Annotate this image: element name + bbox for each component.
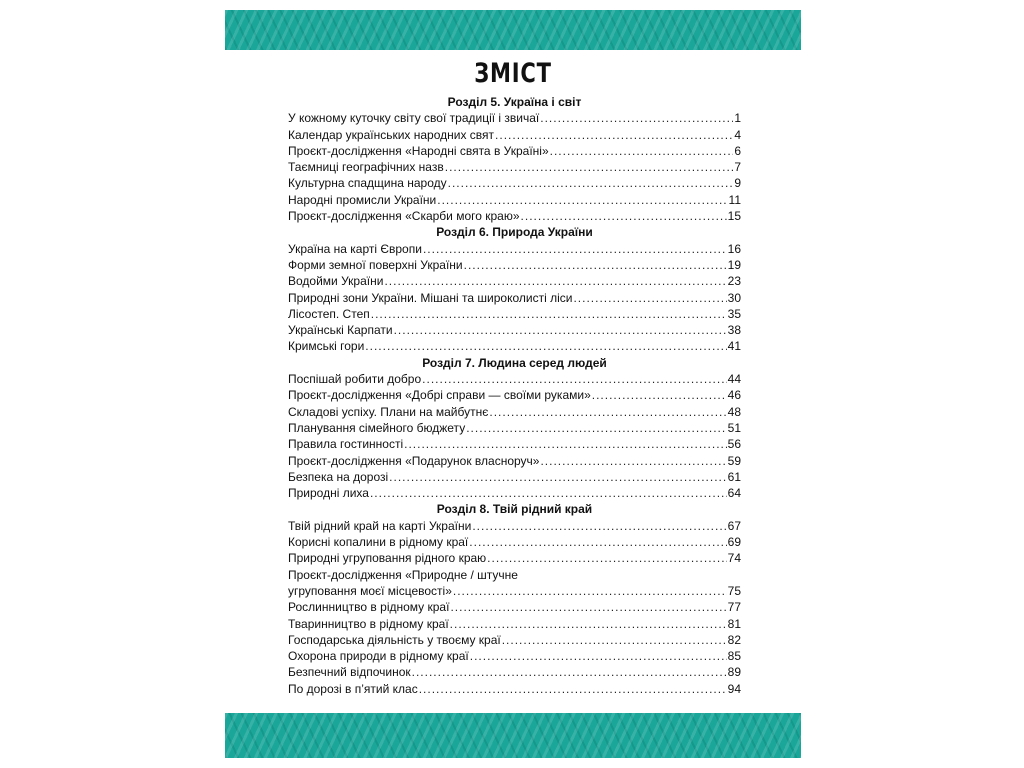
dot-leader (489, 404, 726, 420)
toc-entry[interactable] (288, 632, 741, 648)
toc-entry-page: 15 (727, 209, 741, 224)
toc-entry-title: Природні угруповання рідного краю (288, 551, 487, 566)
bottom-decorative-band (225, 713, 801, 758)
toc-entry-title: Безпечний відпочинок (288, 665, 411, 680)
toc-entry-page: 64 (727, 486, 741, 501)
toc-entry-title: Природні лиха (288, 486, 369, 501)
toc-entry[interactable] (288, 110, 741, 126)
toc-entry-title: Планування сімейного бюджету (288, 420, 466, 435)
dot-leader (540, 453, 726, 469)
toc-entry-page: 81 (727, 616, 741, 631)
dot-leader (495, 127, 733, 143)
toc-entry-title: Проєкт-дослідження «Природне / штучне (288, 567, 518, 582)
toc-entry-page: 56 (727, 437, 741, 452)
toc-entry[interactable] (288, 290, 741, 306)
dot-leader (470, 648, 727, 664)
toc-entry[interactable] (288, 583, 741, 599)
dot-leader (540, 110, 733, 126)
toc-entry-page: 30 (727, 290, 741, 305)
toc-entry[interactable] (288, 127, 741, 143)
toc-entry-page: 48 (727, 404, 741, 419)
dot-leader (445, 159, 734, 175)
toc-entry-page: 77 (727, 600, 741, 615)
toc-entry-page: 35 (727, 306, 741, 321)
dot-leader (389, 469, 726, 485)
toc-entry-title: Рослинництво в рідному краї (288, 600, 450, 615)
toc-entry[interactable] (288, 534, 741, 550)
dot-leader (437, 192, 727, 208)
toc-entry[interactable] (288, 616, 741, 632)
table-of-contents (288, 94, 741, 697)
toc-entry-page: 6 (734, 143, 741, 158)
dot-leader (453, 583, 727, 599)
toc-entry-page: 69 (727, 535, 741, 550)
toc-entry[interactable] (288, 436, 741, 452)
dot-leader (394, 322, 727, 338)
toc-entry[interactable] (288, 420, 741, 436)
toc-entry-page: 94 (727, 681, 741, 696)
dot-leader (384, 273, 726, 289)
top-decorative-band (225, 10, 801, 50)
toc-entry-title: Господарська діяльність у твоєму краї (288, 632, 501, 647)
toc-entry[interactable] (288, 175, 741, 191)
toc-entry-title: Україна на карті Європи (288, 241, 422, 256)
dot-leader (466, 420, 726, 436)
toc-entry-title: Народні промисли України (288, 192, 437, 207)
dot-leader (450, 616, 727, 632)
dot-leader (472, 518, 726, 534)
dot-leader (592, 387, 727, 403)
toc-entry[interactable] (288, 257, 741, 273)
toc-entry-page: 85 (727, 649, 741, 664)
toc-entry[interactable] (288, 681, 741, 697)
dot-leader (487, 550, 726, 566)
dot-leader (370, 485, 727, 501)
toc-entry-page: 41 (727, 339, 741, 354)
section-8-heading: Розділ 8. Твій рідний край (436, 502, 593, 517)
toc-entry-title: Календар українських народних свят (288, 127, 495, 142)
toc-entry-line1[interactable] (288, 567, 741, 583)
toc-entry-page: 38 (727, 323, 741, 338)
toc-entry-title: Природні зони України. Мішані та широколисті ліси (288, 290, 573, 305)
toc-entry-page: 1 (734, 111, 741, 126)
dot-leader (550, 143, 734, 159)
toc-entry[interactable] (288, 306, 741, 322)
toc-entry-title: Складові успіху. Плани на майбутнє (288, 404, 489, 419)
dot-leader (404, 436, 727, 452)
section-7-heading: Розділ 7. Людина серед людей (422, 355, 607, 370)
toc-entry-title-continued: угруповання моєї місцевості» (288, 583, 452, 598)
toc-entry[interactable] (288, 599, 741, 615)
toc-entry-title: Тваринництво в рідному краї (288, 616, 449, 631)
toc-entry-title: Українські Карпати (288, 323, 393, 338)
dot-leader (371, 306, 727, 322)
toc-entry-page: 61 (727, 469, 741, 484)
toc-entry[interactable] (288, 143, 741, 159)
toc-entry-title: У кожному куточку світу свої традиції і звичаї (288, 111, 540, 126)
toc-entry-page: 89 (727, 665, 741, 680)
toc-entry-page: 23 (727, 274, 741, 289)
toc-entry-page: 74 (727, 551, 741, 566)
toc-entry-title: Охорона природи в рідному краї (288, 649, 469, 664)
toc-entry[interactable] (288, 485, 741, 501)
toc-entry[interactable] (288, 387, 741, 403)
toc-entry-page: 16 (727, 241, 741, 256)
toc-entry[interactable] (288, 208, 741, 224)
toc-entry-page: 19 (727, 257, 741, 272)
section-6-heading: Розділ 6. Природа України (436, 225, 593, 240)
toc-entry[interactable] (288, 664, 741, 680)
toc-entry-title: Безпека на дорозі (288, 469, 389, 484)
toc-entry[interactable] (288, 453, 741, 469)
toc-entry[interactable] (288, 159, 741, 175)
toc-entry[interactable] (288, 518, 741, 534)
toc-entry[interactable] (288, 192, 741, 208)
toc-entry-title: Культурна спадщина народу (288, 176, 447, 191)
toc-entry-title: Проєкт-дослідження «Подарунок власноруч» (288, 453, 540, 468)
toc-entry[interactable] (288, 648, 741, 664)
toc-entry-title: Проєкт-дослідження «Народні свята в Україні» (288, 143, 549, 158)
toc-entry-title: Лісостеп. Степ (288, 306, 370, 321)
toc-entry[interactable] (288, 550, 741, 566)
toc-entry-title: Корисні копалини в рідному краї (288, 535, 469, 550)
toc-entry-title: По дорозі в п’ятий клас (288, 681, 418, 696)
toc-entry-page: 75 (727, 583, 741, 598)
dot-leader (521, 208, 727, 224)
dot-leader (448, 175, 734, 191)
page-title: ЗМІСТ (474, 58, 552, 89)
toc-entry-page: 51 (727, 420, 741, 435)
section-5-heading: Розділ 5. Україна і світ (447, 95, 582, 109)
dot-leader (450, 599, 726, 615)
toc-entry[interactable] (288, 338, 741, 354)
dot-leader (365, 338, 726, 354)
toc-entry[interactable] (288, 273, 741, 289)
toc-entry-title: Правила гостинності (288, 437, 404, 452)
dot-leader (469, 534, 726, 550)
toc-entry[interactable] (288, 469, 741, 485)
toc-entry[interactable] (288, 404, 741, 420)
toc-entry-title: Проєкт-дослідження «Скарби мого краю» (288, 209, 520, 224)
toc-entry-title: Таємниці географічних назв (288, 160, 444, 175)
toc-entry-page: 82 (727, 632, 741, 647)
dot-leader (422, 371, 726, 387)
dot-leader (573, 290, 726, 306)
toc-entry-title: Твій рідний край на карті України (288, 518, 472, 533)
toc-entry-page: 59 (727, 453, 741, 468)
toc-entry[interactable] (288, 322, 741, 338)
toc-entry-page: 11 (728, 192, 741, 207)
toc-entry-title: Поспішай робити добро (288, 372, 422, 387)
toc-entry-title: Форми земної поверхні України (288, 257, 463, 272)
dot-leader (412, 664, 727, 680)
toc-entry-page: 46 (727, 388, 741, 403)
toc-entry-title: Кримські гори (288, 339, 365, 354)
dot-leader (464, 257, 727, 273)
toc-entry-page: 7 (734, 160, 741, 175)
toc-entry[interactable] (288, 371, 741, 387)
dot-leader (423, 241, 727, 257)
dot-leader (419, 681, 727, 697)
toc-entry[interactable] (288, 241, 741, 257)
toc-entry-title: Водойми України (288, 274, 384, 289)
toc-entry-page: 67 (727, 518, 741, 533)
dot-leader (502, 632, 727, 648)
toc-entry-page: 9 (734, 176, 741, 191)
toc-entry-page: 4 (734, 127, 741, 142)
toc-entry-title: Проєкт-дослідження «Добрі справи — своїми руками» (288, 388, 591, 403)
toc-entry-page: 44 (727, 372, 741, 387)
